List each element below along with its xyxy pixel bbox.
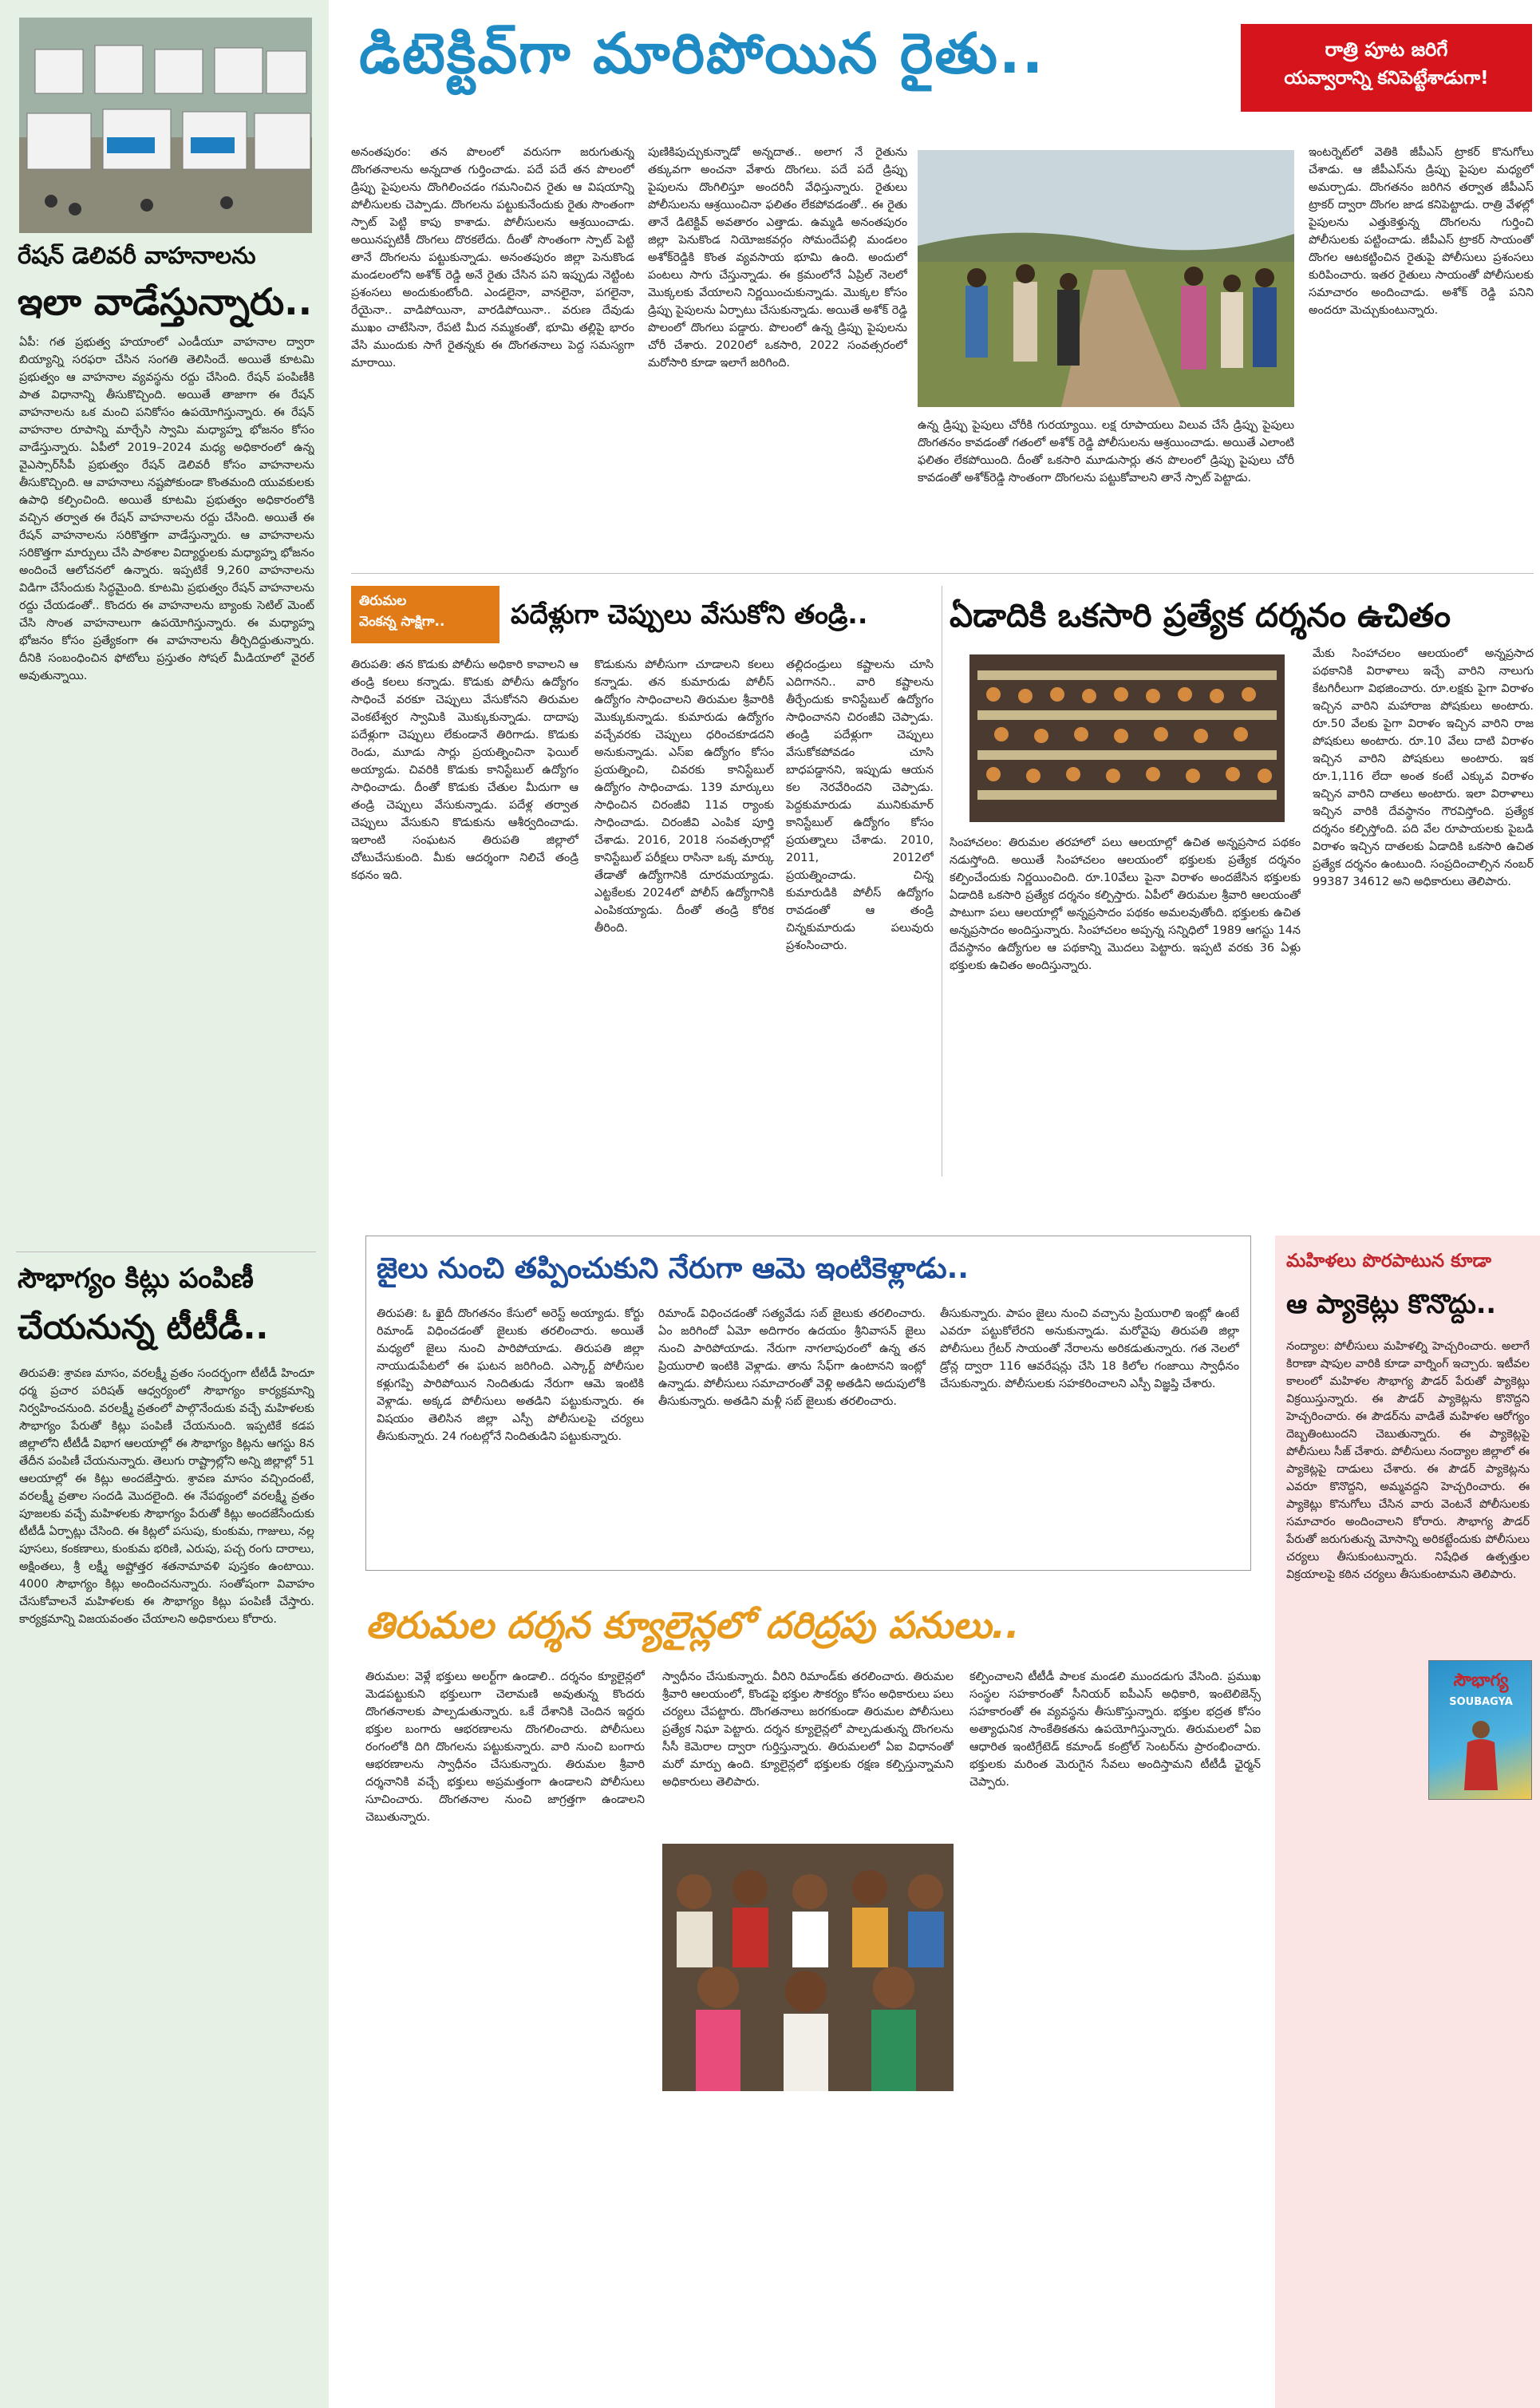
darshan-headline: ఏడాదికి ఒకసారి ప్రత్యేక దర్శనం ఉచితం bbox=[950, 596, 1451, 635]
darshan-dining-photo bbox=[969, 654, 1285, 822]
tirumala-queue-col3: కల్పించాలని టీటీడీ పాలక మండలి ముందడుగు వేసింది. ప్రముఖ సంస్థల సహకారంతో సీనియర్ ఐపీఎస్ అధికారి, ఇంటెలిజెన్స్ సహకారంతో ఈ వ్యవస్థను తీసుకొస్తున్నారు. భక్తుల భద్రత కోసం అత్యాధునిక సాంకేతికతను ఉపయోగిస్తున్నారు. తిరుమలలో ఏఐ ఆధారిత ఇంటిగ్రేటెడ్ కమాండ్ కంట్రోల్ సెంటర్‌ను ప్రారంభించారు. భక్తులకు మరింత మెరుగైన సేవలు అందిస్తామని టీటీడీ ఛైర్మన్ చెప్పారు. bbox=[969, 1671, 1261, 1789]
ttd-headline-line2: చేయనున్న టీటీడీ.. bbox=[18, 1307, 269, 1346]
father-col3: తల్లిదండ్రులు కష్టాలను చూసి ఎదిగానని.. వారి కష్టాలను తీర్చేందుకు కానిస్టేబుల్ ఉద్యోగం సాధించానని చిరంజీవి చెప్పాడు. తండ్రి పదేళ్లుగా చెప్పులు వేసుకోకపోవడం చూసి బాధపడ్డానని, ఇప్పుడు ఆయన కల నెరవేరిందని చెప్పాడు. పెద్దకుమారుడు మునికుమార్ కానిస్టేబుల్ ఉద్యోగం కోసం ప్రయత్నాలు చేశాడు. 2010, 2011, 2012లో ప్రయత్నించాడు. చిన్న కుమారుడికి పోలీస్ ఉద్యోగం రావడంతో ఆ తండ్రి చిన్నకుమారుడు పలువురు ప్రశంసించారు. bbox=[786, 658, 934, 952]
father-col1: తిరుపతి: తన కొడుకు పోలీసు అధికారి కావాలని ఆ తండ్రి కలలు కన్నాడు. కొడుకు పోలీసు ఉద్యోగం సాధించే వరకూ చెప్పులు వేసుకోనని తిరుమల వెంకటేశ్వర స్వామికి మొక్కుకున్నాడు. దాదాపు పదేళ్లుగా చెప్పులు లేకుండానే తిరిగాడు. కొడుకు రెండు, మూడు సార్లు ప్రయత్నించినా ఫెయిల్ అయ్యాడు. చివరికి కొడుకు కానిస్టేబుల్ ఉద్యోగం సాధించాడు. దీంతో కొడుకు చేతుల మీదుగా ఆ తండ్రి చెప్పులు వేసుకున్నాడు. పదేళ్ల తర్వాత చెప్పులు వేసుకుని కొడుకును ఆశీర్వదించాడు. ఇలాంటి సంఘటన తిరుపతి జిల్లాలో చోటుచేసుకుంది. మీకు ఆదర్శంగా నిలిచే తండ్రి కథనం ఇది. bbox=[351, 658, 578, 882]
detective-col4: ఇంటర్నెట్‌లో వెతికి జీపీఎస్ ట్రాకర్ కొనుగోలు చేశాడు. ఆ జీపీఎస్‌ను డ్రిప్పు పైపుల మధ్యలో అమర్చాడు. దొంగతనం జరిగిన తర్వాత జీపీఎస్ ట్రాకర్ ద్వారా దొంగల జాడ కనిపెట్టాడు. రాత్రి వేళల్లో పైపులను ఎత్తుకెళ్తున్న దొంగలను గుర్తించి పోలీసులకు పట్టించాడు. జీపీఎస్ ట్రాకర్ సాయంతో దొంగల ఆటకట్టించిన రైతుపై పోలీసులు ప్రశంసలు కురిపించారు. ఇతర రైతులు సాయంతో పోలీసులకు సమాచారం అందించాడు. అశోక్ రెడ్డి పనిని అందరూ మెచ్చుకుంటున్నారు. bbox=[1309, 146, 1534, 317]
detective-col3: ఉన్న డ్రిప్పు పైపులు చోరీకి గురయ్యాయి. లక్ష రూపాయలు విలువ చేసే డ్రిప్పు పైపులు దొంగతనం కావడంతో గతంలో అశోక్ రెడ్డి పోలీసులను ఆశ్రయించాడు. అయితే ఎలాంటి ఫలితం లేకపోయింది. దీంతో ఒకసారి మూడుసార్లు తన పొలంలో డ్రిప్పు పైపులు చోరీ కావడంతో అశోక్‌రెడ్డి సొంతంగా దొంగలను పట్టుకోవాలని తానే స్పాట్ పెట్టాడు. bbox=[918, 419, 1294, 484]
darshan-col1: సింహాచలం: తిరుమల తరహాలో పలు ఆలయాల్లో ఉచిత అన్నప్రసాద పథకం నడుస్తోంది. అయితే సింహాచలం ఆలయంలో భక్తులకు ప్రత్యేక దర్శనం కల్పించేందుకు నిర్ణయించింది. రూ.10వేలు పైనా విరాళం అందజేసిన భక్తులకు ఏడాదికి ఒకసారి ప్రత్యేక దర్శనం కల్పిస్తారు. ఏపీలో తిరుమల శ్రీవారి ఆలయంతో పాటుగా పలు ఆలయాల్లో అన్నప్రసాదం పథకం అమలవుతోంది. భక్తులకు ఉచిత అన్నప్రసాదం అందిస్తున్నారు. సింహాచలం అప్పన్న సన్నిధిలో 1989 ఆగస్టు 14న దేవస్థానం ఉద్యోగుల ఆ పథకాన్ని మొదలు పెట్టారు. ఇప్పటి వరకు 36 ఏళ్లు భక్తులకు ఉచితం అందిస్తున్నారు. bbox=[950, 836, 1301, 972]
detective-headline: డిటెక్టివ్‌గా మారిపోయిన రైతు.. bbox=[359, 21, 1045, 86]
left-divider bbox=[16, 1251, 316, 1252]
father-kicker-line2: వెంకన్న సాక్షిగా.. bbox=[359, 614, 445, 630]
soubagya-packet-image bbox=[1428, 1660, 1532, 1800]
jail-col3: తీసుకున్నారు. పాపం జైలు నుంచి వచ్చాను ప్రియురాలి ఇంట్లో ఉంటే ఎవరూ పట్టుకోలేరని అనుకున్నాడు. మరోవైపు తిరుపతి జిల్లా పోలీసులు గ్రేటర్ సాయంతో నేరాలను అరికడుతున్నారు. గత నెలలో డ్రోన్ల ద్వారా 116 ఆవరేషన్లు చేసి 18 కిలోల గంజాయి స్వాధీనం చేసుకున్నారు. పోలీసులకు సహకరించాలని ఎస్పీ విజ్ఞప్తి చేశారు. bbox=[940, 1307, 1239, 1390]
tirumala-queue-col2b bbox=[662, 2099, 954, 2363]
ration-headline-line1: రేషన్ డెలివరీ వాహనాలను bbox=[18, 242, 256, 269]
ttd-article-body: తిరుపతి: శ్రావణ మాసం, వరలక్ష్మీ వ్రతం సందర్భంగా టీటీడీ హిందూ ధర్మ ప్రచార పరిషత్ ఆధ్వర్యంలో సౌభాగ్యం కార్యక్రమాన్ని నిర్వహించనుంది. వరలక్ష్మీ వ్రతంలో పాల్గొనేందుకు వచ్చే మహిళలకు సౌభాగ్యం పేరుతో కిట్లు పంపిణీ చేయనుంది. ఇప్పటికే కడప జిల్లాలోని టీటీడీ విభాగ ఆలయాల్లో ఈ సౌభాగ్యం కిట్లను ఆగస్టు 8న తేదీన పంపిణీ చేయనున్నారు. తెలుగు రాష్ట్రాల్లోని అన్ని జిల్లాల్లో 51 ఆలయాల్లో ఈ కిట్లు అందజేస్తారు. శ్రావణ మాసం వచ్చిందంటే, వరలక్ష్మీ వ్రతాల సందడి మొదలైంది. ఈ నేపథ్యంలో వరలక్ష్మీ వ్రతం పూజలకు వచ్చే మహిళలకు సౌభాగ్యం పేరుతో కిట్లు అందజేసేందుకు టీటీడీ ఏర్పాట్లు చేసింది. ఈ కిట్లలో పసుపు, కుంకుమ, గాజులు, నల్ల పూసలు, కంకణాలు, కుంకుమ భరిణి, ఎరుపు, పచ్చ రంగు దారాలు, అక్షింతలు, శ్రీ లక్ష్మీ అష్టోత్తర శతనామావళి పుస్తకం ఉంటాయి. 4000 సౌభాగ్యం కిట్లు అందించనున్నారు. సంతోషంగా వివాహం చేసుకోవాలనే మహిళలకు ఈ సౌభాగ్యం కిట్లు పంపిణీ చేస్తారు. కార్యక్రమాన్ని విజయవంతం చేయాలని అధికారులు కోరారు. bbox=[19, 1367, 314, 1626]
jail-col1: తిరుపతి: ఓ ఖైదీ దొంగతనం కేసులో అరెస్ట్ అయ్యాడు. కోర్టు రిమాండ్ విధించడంతో జైలుకు తరలించారు. అయితే మధ్యలో జైలు నుంచి పారిపోయాడు. తిరుపతి జిల్లా నాయుడుపేటలో ఈ ఘటన జరిగింది. ఎస్కార్ట్ పోలీసుల కళ్లుగప్పి పారిపోయిన నిందితుడు నేరుగా ఆమె ఇంటికి వెళ్లాడు. అక్కడ పోలీసులు అతడిని పట్టుకున్నారు. ఈ విషయం తెలిసిన జిల్లా ఎస్పీ పోలీసులపై చర్యలు తీసుకున్నారు. 24 గంటల్లోనే నిందితుడిని పట్టుకున్నారు. bbox=[377, 1307, 644, 1443]
packet-figure-icon bbox=[1461, 1718, 1501, 1790]
detective-col1: అనంతపురం: తన పొలంలో వరుసగా జరుగుతున్న దొంగతనాలను అన్నదాత గుర్తించాడు. పదే పదే తన పొలంలో డ్రిప్పు పైపులను దొంగిలించడం గమనించిన రైతు ఆ విషయాన్ని పోలీసులకు చెప్పాడు. దొంగలను పట్టుకునేందుకు రైతు సొంతంగా స్పాట్ పెట్టి కాపు కాశాడు. పోలీసులను ఆశ్రయించాడు. అయినప్పటికీ దొంగలు దొరకలేదు. దీంతో సొంతంగా స్పాట్ పెట్టి తానే దొంగలను పట్టుకున్నాడు. అనంతపురం జిల్లా పెనుకొండ మండలంలోని అశోక్ రెడ్డి అనే రైతు చేసిన పని ఇప్పుడు నెట్టింట ప్రశంసలు అందుకుంటోంది. ఎండలైనా, వానలైనా, పగలైనా, రేయైనా.. వాడిపోయినా, వారడిపోయినా.. వరుణ దేవుడు ముఖం చాటేసినా, రేపటి మీద నమ్మకంతో, భూమి తల్లిపై భారం వేసి ముందుకు సాగే రైతన్నకు ఈ దొంగతనాలు పెద్ద సమస్యగా మారాయి. bbox=[351, 146, 634, 370]
tirumala-queue-headline: తిరుమల దర్శన క్యూలైన్లలో దరిద్రపు పనులు.. bbox=[365, 1603, 1020, 1647]
detective-tag-line1: రాత్రి పూట జరిగే bbox=[1325, 38, 1448, 61]
detective-col2: పుణికిపుచ్చుకున్నాడో అన్నదాత.. అలాగ నే రైతును తక్కువగా అంచనా వేశారు దొంగలు. పదే పదే డ్రిప్పు పైపులను దొంగిలిస్తూ అందరినీ వేధిస్తున్నారు. రైతులు పోలీసులను ఆశ్రయించినా ఫలితం లేకపోవడంతో.. ఈ రైతు తానే డిటెక్టివ్ అవతారం ఎత్తాడు. ఉమ్మడి అనంతపురం జిల్లా పెనుకొండ నియోజకవర్గం సోమందేపల్లి మండలం అశోక్‌రెడ్డికి కొంత వ్యవసాయ భూమి ఉంది. అందులో పంటలు సాగు చేస్తున్నాడు. ఈ క్రమంలోనే ఏప్రిల్ నెలలో మొక్కలకు వేయాలని నిర్ణయించుకున్నాడు. మొక్కల కోసం డ్రిప్పు పైపులను ఏర్పాటు చేసుకున్నాడు. అయితే అశోక్ రెడ్డి పొలంలో దొంగలు పడ్డారు. పొలంలో ఉన్న డ్రిప్పు పైపులను చోరీ చేశారు. 2020లో ఒకసారి, 2022 సంవత్సరంలో మరోసారి కూడా ఇలాగే జరిగింది. bbox=[648, 146, 907, 370]
tirumala-queue-col1: తిరుమల: వెళ్లే భక్తులు అలర్ట్‌గా ఉండాలి.. దర్శనం క్యూలైన్లలో మెడపట్టుకుని భక్తులుగా చెలామణి అవుతున్న కొందరు దొంగతనాలకు పాల్పడుతున్నారు. ఒకే దేశానికి చెందిన ఇద్దరు భక్తుల బంగారు ఆభరణాలను దొంగలించారు. పోలీసులు రంగంలోకి దిగి దొంగలను పట్టుకున్నారు. వారి నుంచి బంగారు ఆభరణాలను స్వాధీనం చేసుకున్నారు. తిరుమల శ్రీవారి దర్శనానికి వచ్చే భక్తులు అప్రమత్తంగా ఉండాలని పోలీసులు సూచించారు. దొంగతనాల నుంచి జాగ్రత్తగా ఉండాలని చెబుతున్నారు. bbox=[365, 1671, 645, 1824]
jail-col2: రిమాండ్ విధించడంతో సత్యవేడు సబ్ జైలుకు తరలించారు. ఏం జరిగిందో ఏమో అదిగారం ఉదయం శ్రీనివాసన్ జైలు నుంచి పారిపోయాడు. నేరుగా నాగలాపురంలో ఉన్న తన ప్రియురాలి ఇంటికి వెళ్లాడు. తాను సేఫ్‌గా ఉంటానని ఇంట్లో ఉన్నాడు. పోలీసులు సమాచారంతో వెళ్లి అతడిని అదుపులోకి తీసుకున్నారు. అతడిని మళ్లీ సబ్ జైలుకు తరలించారు. bbox=[658, 1307, 926, 1408]
father-kicker-box bbox=[351, 586, 500, 643]
packet-telugu-label: సౌభాగ్య bbox=[1453, 1671, 1509, 1690]
father-col2: కొడుకును పోలీసుగా చూడాలని కలలు కన్నాడు. తన కుమారుడు పోలీస్ ఉద్యోగం సాధించాలని తిరుమల శ్రీవారికి మొక్కుకున్నాడు. కుమారుడు ఉద్యోగం వచ్చేవరకు చెప్పులు ధరించకూడదని అనుకున్నాడు. ఎస్‌ఐ ఉద్యోగం కోసం ప్రయత్నించి, చివరకు కానిస్టేబుల్ ఉద్యోగం సాధించాడు. 139 మార్కులు సాధించిన చిరంజీవి 11వ ర్యాంకు సాధించాడు. చిరంజీవి ఎంపిక పూర్తి చేశాడు. 2016, 2018 సంవత్సరాల్లో కానిస్టేబుల్ పరీక్షలు రాసినా ఒక్క మార్కు తేడాతో ఉద్యోగానికి దూరమయ్యాడు. ఎట్టకేలకు 2024లో పోలీస్ ఉద్యోగానికి ఎంపికయ్యాడు. దీంతో తండ్రి కోరిక తీరింది. bbox=[594, 658, 774, 935]
father-headline: పదేళ్లుగా చెప్పులు వేసుకోని తండ్రి.. bbox=[511, 599, 868, 630]
packet-english-label: SOUBAGYA bbox=[1449, 1696, 1513, 1708]
darshan-col2: మేకు సింహాచలం ఆలయంలో అన్నప్రసాద పథకానికి విరాళాలు ఇచ్చే వారిని నాలుగు కేటగిరీలుగా విభజించారు. రూ.లక్షకు పైగా విరాళం ఇచ్చిన వారిని మహారాజ పోషకులు అంటారు. రూ.50 వేలకు పైగా విరాళం ఇచ్చిన వారిని రాజ పోషకులు అంటారు. రూ.10 వేలు దాటి విరాళం ఇచ్చిన వారిని పోషకులు అంటారు. ఇక రూ.1,116 లేదా అంత కంటే ఎక్కువ విరాళం ఇచ్చిన వారిని దాతలు అంటారు. ఇలా విరాళాలు ఇచ్చిన వారికి దేవస్థానం గౌరవిస్తోంది. ప్రత్యేక దర్శనం కల్పిస్తోంది. పది వేల రూపాయలకు పైబడి విరాళం ఇచ్చిన దాతలకు ఏడాదికి ఒకసారి ఉచిత ప్రత్యేక దర్శనం ఉంటుంది. సంప్రదించాల్సిన నంబర్ 99387 34612 అని అధికారులు తెలిపారు. bbox=[1313, 647, 1534, 888]
tirumala-queue-col2: స్వాధీనం చేసుకున్నారు. వీరిని రిమాండ్‌కు తరలించారు. తిరుమల శ్రీవారి ఆలయంలో, కొండపై భక్తుల సౌకర్యం కోసం అధికారులు పలు చర్యలు చేపట్టారు. దొంగతనాలు జరగకుండా తిరుమల పోలీసులు ప్రత్యేక నిఘా పెట్టారు. దర్శన క్యూలైన్లలో పాల్పడుతున్న దొంగలను సీసీ కెమెరాల ద్వారా గుర్తిస్తున్నారు. తిరుమలలో ఏఐ విధానంతో మరో మార్పు ఉంది. క్యూలైన్లలో భక్తులకు రక్షణ కల్పిస్తున్నామని అధికారులు తెలిపారు. bbox=[662, 1671, 954, 1789]
ration-article-body: ఏపీ: గత ప్రభుత్వ హయాంలో ఎండీయూ వాహనాల ద్వారా బియ్యాన్ని సరఫరా చేసిన సంగతి తెలిసిందే. అయితే కూటమి ప్రభుత్వం ఆ వాహనాల వ్యవస్థను రద్దు చేసింది. రేషన్ పంపిణీకి పాత విధానాన్ని తీసుకొచ్చింది. అయితే తాజాగా ఈ రేషన్ వాహనాలను ఒక మంచి పనికోసం ఉపయోగిస్తున్నారు. ఈ రేషన్ వాహనాల రూపాన్ని మార్చేసి స్వామి మధ్యాహ్న భోజనం కోసం వాడేస్తున్నారు. ఏపీలో 2019–2024 మధ్య అధికారంలో ఉన్న వైఎస్సార్‌సీపీ ప్రభుత్వం రేషన్ డెలివరీ కోసం వాహనాలను తీసుకొచ్చింది. ఆ వాహనాలు నష్టపోకుండా కొంతమంది యువకులకు ఉపాధి కల్పించింది. అయితే కూటమి ప్రభుత్వం అధికారంలోకి వచ్చిన తర్వాత ఈ రేషన్ వాహనాలను రద్దు చేసింది. అయితే ఈ రేషన్ వాహనాలను సరికొత్తగా వాడేస్తున్నారు. ఆ వాహనాలను సరికొత్తగా మార్పులు చేసి పాఠశాల విద్యార్థులకు మధ్యాహ్న భోజనం అందించే ఆలోచనలో ఉన్నారు. ఇప్పటికే 9,260 వాహనాలను విడిగా చేసేందుకు సిద్ధమైంది. కూటమి ప్రభుత్వం రేషన్ వాహనాలను రద్దు చేయడంతో.. కొందరు ఈ వాహనాలను బ్యాంకు సెటిల్ మెంట్ చేసి సొంత వాహనాలుగా ఉపయోగిస్తున్నారు. ఈ మధ్యాహ్న భోజనం కోసం ప్రత్యేకంగా ఈ వాహనాలను తీర్చిదిద్దుతున్నారు. దీనికి సంబంధించిన ఫోటోలు ప్రస్తుతం సోషల్ మీడియాలో వైరల్ అవుతున్నాయి. bbox=[19, 336, 314, 682]
detective-tag-line2: యవ్వారాన్ని కనిపెట్టేశాడుగా! bbox=[1284, 68, 1489, 89]
women-headline-line1: మహిళలు పొరపాటున కూడా bbox=[1286, 1251, 1491, 1271]
detective-bottom-rule bbox=[351, 573, 1534, 574]
women-headline-line2: ఆ ప్యాకెట్లు కొనొద్దు.. bbox=[1286, 1288, 1496, 1319]
jail-headline: జైలు నుంచి తప్పించుకుని నేరుగా ఆమె ఇంటికెళ్లాడు.. bbox=[377, 1252, 969, 1285]
detective-tag-box bbox=[1241, 24, 1532, 112]
ration-headline-line2: ఇలా వాడేస్తున్నారు.. bbox=[18, 280, 313, 323]
tirumala-queue-photo bbox=[662, 1844, 954, 2091]
women-body-top: నంద్యాల: పోలీసులు మహిళల్ని హెచ్చరించారు. అలాగే కిరాణా షాపుల వారికి కూడా వార్నింగ్ ఇచ్చారు. ఇటీవల కాలంలో మహిళల సౌభాగ్య పౌడర్ పేరుతో ప్యాకెట్లు విక్రయిస్తున్నారు. ఈ పౌడర్ ప్యాకెట్లను కొనొద్దని హెచ్చరించారు. ఈ పౌడర్‌ను వాడితే మహిళల ఆరోగ్యం దెబ్బతింటుందని చెబుతున్నారు. ఈ ప్యాకెట్లపై పోలీసులు సీజ్ చేశారు. పోలీసులు నంద్యాల జిల్లాలో ఈ ప్యాకెట్లపై దాడులు చేశారు. ఈ పౌడర్ ప్యాకెట్లను ఎవరూ కొనొద్దని, అమ్మవద్దని హెచ్చరించారు. ఈ ప్యాకెట్లు కొనుగోలు చేసిన వారు వెంటనే పోలీసులకు సమాచారం అందించాలని కోరారు. సౌభాగ్య పౌడర్ పేరుతో జరుగుతున్న మోసాన్ని అరికట్టేందుకు పోలీసులు చర్యలు తీసుకుంటున్నారు. నిషేధిత ఉత్పత్తుల విక్రయాలపై కఠిన చర్యలు తీసుకుంటామని తెలిపారు. bbox=[1286, 1340, 1530, 1581]
ttd-headline-line1: సౌభాగ్యం కిట్లు పంపిణీ bbox=[18, 1263, 254, 1295]
detective-photo bbox=[918, 150, 1294, 407]
father-kicker-line1: తిరుమల bbox=[359, 593, 407, 609]
ration-vehicles-photo bbox=[19, 18, 312, 233]
